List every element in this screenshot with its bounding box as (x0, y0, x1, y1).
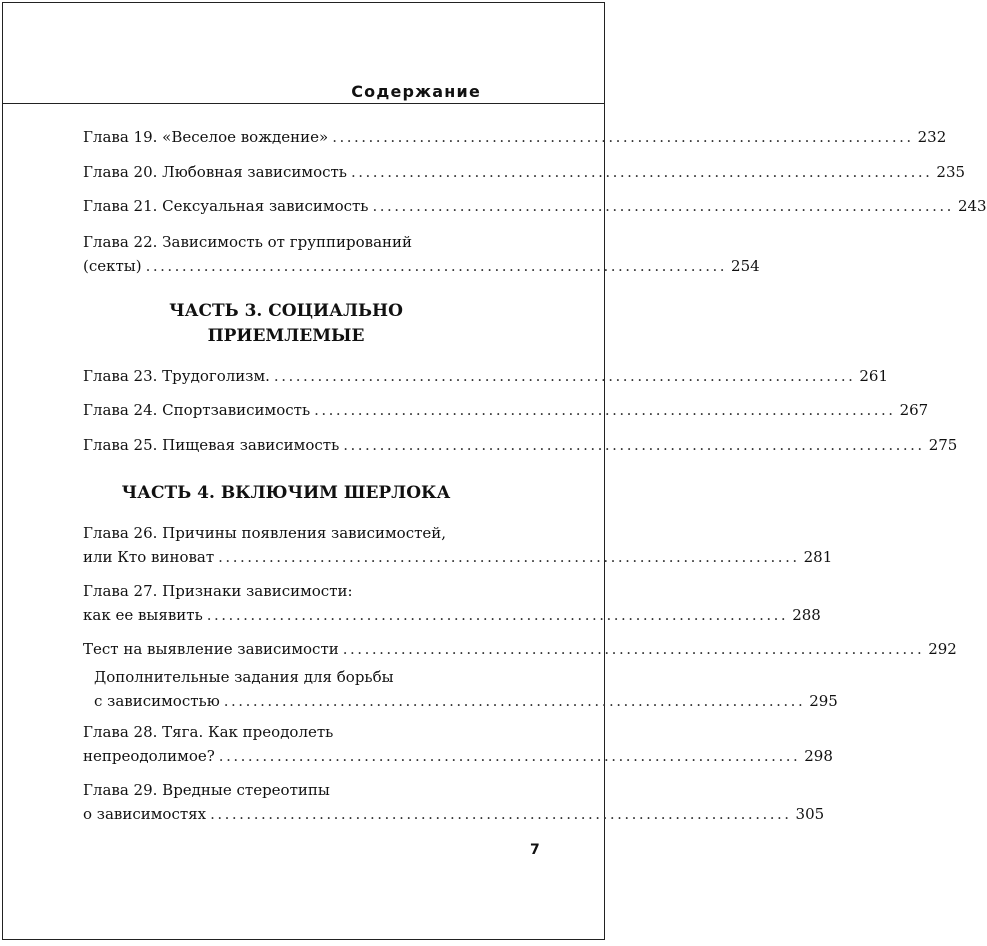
toc-entry-title: Глава 25. Пищевая зависимость (83, 436, 340, 454)
toc-entry-title: Глава 24. Спортзависимость (83, 401, 311, 419)
toc-entry-page: 235 (936, 163, 966, 181)
toc-entry-page: 275 (928, 436, 958, 454)
dot-leader: ................................................................................ (350, 163, 933, 181)
part-3-heading[interactable] (83, 299, 489, 349)
header-rule (3, 103, 604, 104)
toc-entry-extra-tasks[interactable] (94, 665, 838, 713)
toc-entry-page: 232 (917, 128, 947, 146)
dot-leader: ................................................................................ (223, 692, 806, 710)
toc-entry-page: 292 (928, 640, 957, 658)
toc-entry-page: 288 (792, 606, 821, 624)
part-4-heading[interactable] (83, 481, 489, 506)
toc-entry-chapter-19[interactable] (83, 125, 947, 149)
toc-entry-chapter-23[interactable] (83, 364, 889, 388)
toc-entry-page: 305 (795, 805, 825, 823)
toc-entry-title-line1: Глава 22. Зависимость от группирований (83, 233, 413, 251)
toc-entry-page: 261 (859, 367, 889, 385)
dot-leader: ................................................................................ (145, 257, 728, 275)
dot-leader: ................................................................................ (218, 747, 801, 765)
part-3-heading-line2: ПРИЕМЛЕМЫЕ (207, 326, 365, 346)
toc-entry-chapter-24[interactable] (83, 398, 929, 422)
toc-entry-title: Глава 20. Любовная зависимость (83, 163, 347, 181)
running-head-title: Содержание (351, 82, 481, 101)
dot-leader: ................................................................................ (332, 128, 914, 146)
toc-entry-title: Глава 23. Трудоголизм. (83, 367, 270, 385)
toc-entry-chapter-25[interactable] (83, 433, 958, 457)
toc-entry-chapter-28[interactable] (83, 720, 833, 768)
toc-entry-chapter-29[interactable] (83, 778, 825, 826)
dot-leader: ................................................................................ (273, 367, 856, 385)
toc-entry-page: 254 (731, 257, 760, 275)
part-4-heading-text: ЧАСТЬ 4. ВКЛЮЧИМ ШЕРЛОКА (121, 483, 451, 503)
toc-entry-chapter-26[interactable] (83, 521, 833, 569)
toc-entry-test[interactable] (83, 637, 957, 661)
toc-entry-title-line1: Глава 29. Вредные стереотипы (83, 781, 330, 799)
toc-entry-chapter-27[interactable] (83, 579, 821, 627)
toc-entry-page: 281 (803, 548, 833, 566)
toc-entry-title: с зависимостью (94, 692, 220, 710)
book-page (2, 2, 987, 940)
dot-leader: ................................................................................ (372, 197, 954, 215)
dot-leader: ................................................................................ (343, 436, 925, 454)
toc-entry-title-line1: Глава 27. Признаки зависимости: (83, 582, 353, 600)
toc-entry-title: как ее выявить (83, 606, 203, 624)
toc-entry-chapter-22[interactable] (83, 230, 760, 278)
toc-entry-title: (секты) (83, 257, 142, 275)
dot-leader: ................................................................................ (218, 548, 800, 566)
dot-leader: ................................................................................ (314, 401, 896, 419)
toc-entry-page: 243 (957, 197, 987, 215)
toc-entry-title-line1: Глава 26. Причины появления зависимостей, (83, 524, 447, 542)
toc-entry-title: Глава 21. Сексуальная зависимость (83, 197, 369, 215)
toc-entry-page: 295 (809, 692, 838, 710)
dot-leader: ................................................................................ (210, 805, 792, 823)
dot-leader: ................................................................................ (206, 606, 789, 624)
toc-entry-chapter-21[interactable] (83, 194, 987, 218)
toc-entry-title: Глава 19. «Веселое вождение» (83, 128, 329, 146)
toc-entry-title-line1: Дополнительные задания для борьбы (94, 668, 394, 686)
toc-entry-title: или Кто виноват (83, 548, 215, 566)
toc-entry-title: о зависимостях (83, 805, 207, 823)
part-3-heading-line1: ЧАСТЬ 3. СОЦИАЛЬНО (169, 301, 403, 321)
toc-entry-title: Тест на выявление зависимости (83, 640, 339, 658)
toc-entry-page: 267 (899, 401, 929, 419)
dot-leader: ................................................................................ (342, 640, 925, 658)
toc-entry-title-line1: Глава 28. Тяга. Как преодолеть (83, 723, 334, 741)
toc-entry-title: непреодолимое? (83, 747, 215, 765)
page-number: 7 (530, 842, 540, 858)
toc-entry-page: 298 (804, 747, 833, 765)
toc-entry-chapter-20[interactable] (83, 160, 966, 184)
